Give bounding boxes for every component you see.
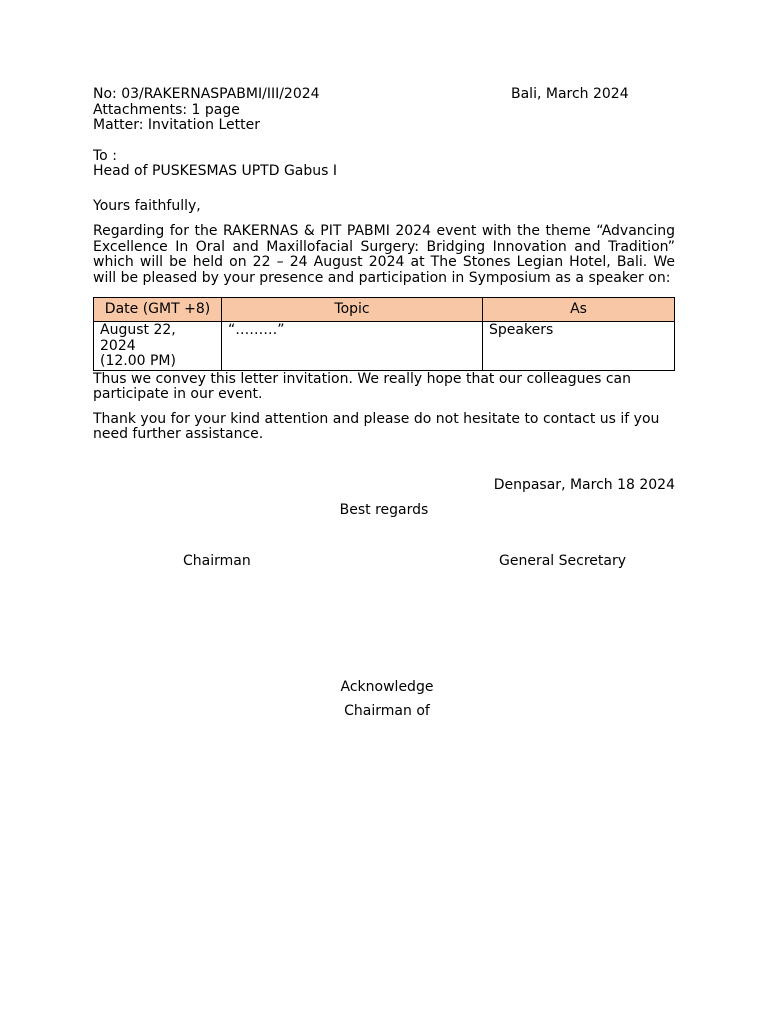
header-topic: Topic — [222, 298, 483, 322]
to-label: To : — [93, 147, 117, 164]
signatories-row — [93, 554, 675, 570]
body-paragraph: Regarding for the RAKERNAS & PIT PABMI 2024 event with the theme “Advancing Excellence In Oral and Maxillofacial Surgery: Bridging Innovation and Tradition” which will be held on 22 – 24 August 2024 at The Stones Legian Hotel, Bali. We will be pleased by your presence and participation in Symposium as a speaker on: — [93, 223, 675, 286]
letter-number: No: 03/RAKERNASPABMI/III/2024 — [93, 86, 320, 102]
date-line-2: 2024 — [100, 337, 136, 354]
schedule-header-row — [94, 298, 675, 322]
header-date: Date (GMT +8) — [94, 298, 222, 322]
letter-number-row — [93, 87, 675, 103]
date-line-1: August 22, — [100, 322, 176, 338]
cell-as: Speakers — [483, 322, 675, 371]
closing-paragraph-2: Thank you for your kind attention and please do not hesitate to contact us if you need further assistance. — [93, 410, 660, 442]
salutation: Yours faithfully, — [93, 197, 201, 214]
chairman-title: Chairman — [183, 552, 251, 569]
date-line-3: (12.00 PM) — [100, 353, 176, 369]
attachments-line: Attachments: 1 page — [93, 101, 240, 118]
schedule-table — [93, 297, 675, 371]
signature-place-date: Denpasar, March 18 2024 — [493, 476, 675, 493]
header-as: As — [483, 298, 675, 322]
letter-place-date: Bali, March 2024 — [511, 86, 629, 102]
general-secretary-title: General Secretary — [499, 552, 626, 569]
acknowledge-label: Acknowledge — [340, 678, 434, 695]
matter-line: Matter: Invitation Letter — [93, 117, 260, 133]
acknowledge-chairman-title: Chairman of — [344, 703, 430, 719]
cell-date — [94, 322, 222, 371]
cell-topic: “………” — [222, 322, 483, 371]
closing-paragraph-1: Thus we convey this letter invitation. We really hope that our colleagues can participate in our event. — [93, 370, 632, 402]
best-regards: Best regards — [339, 502, 429, 518]
recipient-name: Head of PUSKESMAS UPTD Gabus I — [93, 163, 338, 179]
letter-page — [93, 87, 675, 720]
table-row — [94, 322, 675, 371]
